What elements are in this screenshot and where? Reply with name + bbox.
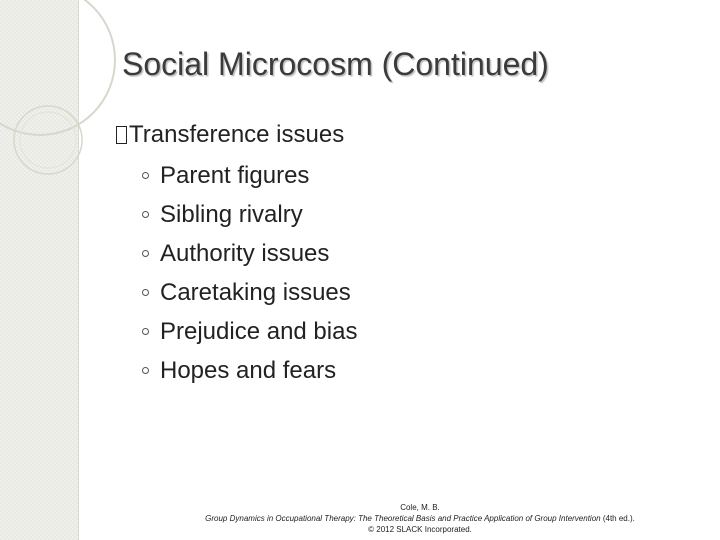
list-item-label: Parent figures [160, 162, 310, 189]
circle-bullet-icon [142, 289, 149, 296]
list-item-label: Sibling rivalry [160, 201, 303, 228]
citation [120, 502, 720, 535]
list-item [142, 351, 357, 390]
citation-book-title: Group Dynamics in Occupational Therapy: The Theoretical Basis and Practice Application of Group Intervention [205, 514, 601, 523]
circle-bullet-icon [142, 172, 149, 179]
list-item [142, 234, 357, 273]
list-item-label: Prejudice and bias [160, 318, 358, 345]
circle-bullet-icon [142, 211, 149, 218]
citation-edition: (4th ed.). [600, 514, 635, 523]
list-item-label: Caretaking issues [160, 279, 351, 306]
list-item [142, 312, 357, 351]
list-item [142, 195, 357, 234]
list-item [142, 273, 357, 312]
sub-bullet-list [142, 156, 357, 390]
circle-bullet-icon [142, 328, 149, 335]
main-bullet-label: Transference issues [129, 121, 345, 148]
list-item [142, 156, 357, 195]
circle-bullet-icon [142, 367, 149, 374]
main-bullet [116, 121, 344, 149]
list-item-label: Authority issues [160, 240, 330, 267]
list-item-label: Hopes and fears [160, 357, 337, 384]
citation-copyright: © 2012 SLACK Incorporated. [368, 525, 472, 534]
side-panel-decoration [0, 0, 79, 540]
citation-author: Cole, M. B. [400, 503, 440, 512]
slide-title: Social Microcosm (Continued) [122, 46, 549, 82]
citation-reference [120, 513, 720, 524]
circle-bullet-icon [142, 250, 149, 257]
box-bullet-icon [116, 126, 127, 144]
